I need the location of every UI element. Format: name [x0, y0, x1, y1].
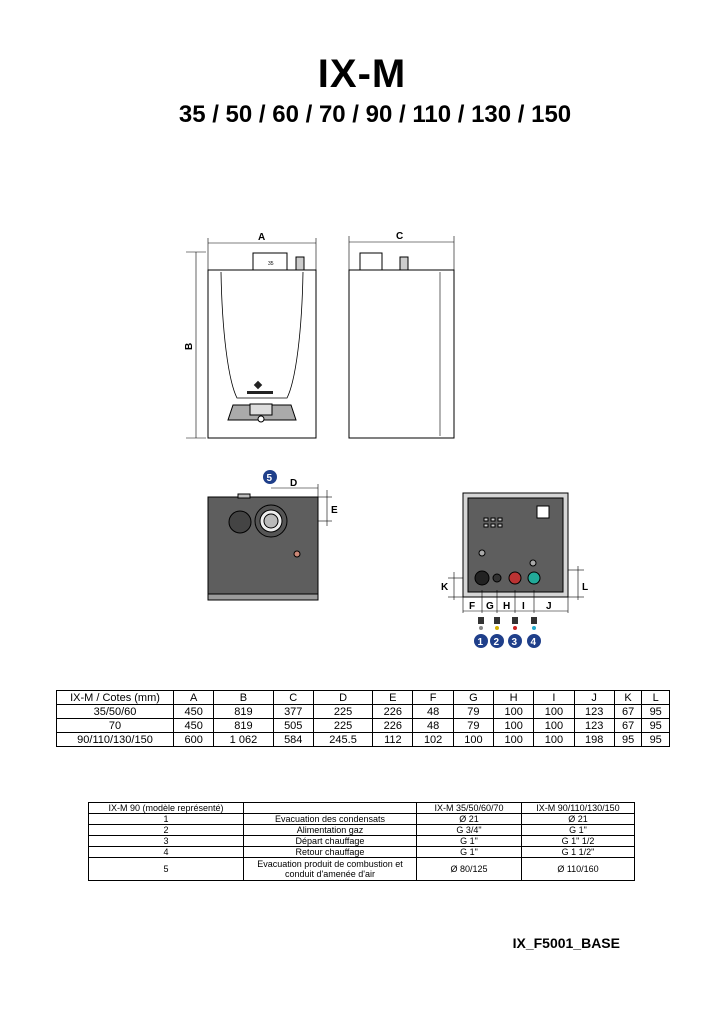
table-cell: Ø 21 [417, 814, 522, 825]
table-header-cell: H [494, 691, 534, 705]
table-cell: 48 [413, 719, 453, 733]
table-header-cell: B [214, 691, 273, 705]
table-cell: 95 [642, 719, 670, 733]
table-cell: 79 [453, 705, 493, 719]
dim-label-d: D [290, 478, 298, 489]
table-cell: Départ chauffage [244, 836, 417, 847]
table-cell: 450 [174, 719, 214, 733]
side-view [349, 253, 454, 438]
table-cell: 1 [89, 814, 244, 825]
callout-4 [527, 634, 541, 648]
connection-markers [478, 617, 537, 630]
table-cell: Ø 21 [522, 814, 635, 825]
table-cell: 4 [89, 847, 244, 858]
svg-text:5: 5 [266, 473, 273, 484]
dim-label-f: F [469, 601, 476, 612]
table-row [89, 825, 635, 836]
dim-label-c: C [396, 231, 404, 242]
table-header-cell: IX-M / Cotes (mm) [57, 691, 174, 705]
table-cell: 123 [574, 719, 614, 733]
table-header-cell: J [574, 691, 614, 705]
table-cell: 584 [273, 733, 313, 747]
connections-table [88, 802, 635, 881]
svg-text:2: 2 [493, 637, 500, 648]
dim-label-e: E [331, 505, 338, 516]
table-cell: 100 [534, 733, 574, 747]
table-cell: 225 [313, 705, 372, 719]
table-header-cell: E [373, 691, 413, 705]
table-cell: 95 [642, 705, 670, 719]
table-header-cell: G [453, 691, 493, 705]
dim-label-a: A [258, 232, 266, 243]
top-view [208, 494, 318, 600]
table-row [57, 733, 670, 747]
dim-label-h: H [503, 601, 511, 612]
table-cell: 67 [614, 719, 642, 733]
table-cell: 67 [614, 705, 642, 719]
table-cell: 95 [642, 733, 670, 747]
table-cell: 48 [413, 705, 453, 719]
front-view [208, 253, 316, 438]
table-row [89, 858, 635, 881]
table-cell: G 1" [417, 847, 522, 858]
table-row [57, 719, 670, 733]
table-cell: 100 [494, 719, 534, 733]
table-cell: 505 [273, 719, 313, 733]
table-cell: 600 [174, 733, 214, 747]
callout-2 [490, 634, 504, 648]
table-cell: 112 [373, 733, 413, 747]
callout-3 [508, 634, 522, 648]
dim-label-j: J [546, 601, 552, 612]
table-cell: 95 [614, 733, 642, 747]
svg-text:3: 3 [511, 637, 518, 648]
table-cell: 450 [174, 705, 214, 719]
document-reference: IX_F5001_BASE [512, 935, 620, 951]
table-header-cell: A [174, 691, 214, 705]
table-cell: 90/110/130/150 [57, 733, 174, 747]
table-cell: 100 [534, 705, 574, 719]
table-header-cell: C [273, 691, 313, 705]
table-cell: Ø 80/125 [417, 858, 522, 881]
table-header-cell: IX-M 90 (modèle représenté) [89, 803, 244, 814]
dim-label-i: I [522, 601, 525, 612]
table-cell: G 1 1/2" [522, 847, 635, 858]
table-cell: 79 [453, 719, 493, 733]
table-row [89, 847, 635, 858]
table-header-row [57, 691, 670, 705]
table-header-cell: K [614, 691, 642, 705]
table-cell: 225 [313, 719, 372, 733]
table-cell: 100 [453, 733, 493, 747]
callout-1 [474, 634, 488, 648]
table-cell: 100 [494, 705, 534, 719]
table-cell: 5 [89, 858, 244, 881]
table-cell: 100 [494, 733, 534, 747]
table-cell: 226 [373, 705, 413, 719]
table-cell: G 3/4" [417, 825, 522, 836]
table-header-row [89, 803, 635, 814]
table-cell: 100 [534, 719, 574, 733]
bottom-view [463, 493, 568, 597]
table-row [89, 836, 635, 847]
table-row [57, 705, 670, 719]
table-header-cell: D [313, 691, 372, 705]
table-cell: 226 [373, 719, 413, 733]
document-title: IX-M [317, 52, 407, 96]
table-cell: 377 [273, 705, 313, 719]
table-header-cell: IX-M 35/50/60/70 [417, 803, 522, 814]
table-header-cell: IX-M 90/110/130/150 [522, 803, 635, 814]
table-cell: 123 [574, 705, 614, 719]
table-header-cell: F [413, 691, 453, 705]
dim-label-l: L [582, 582, 589, 593]
table-cell: Alimentation gaz [244, 825, 417, 836]
table-cell: 70 [57, 719, 174, 733]
table-cell: G 1" 1/2 [522, 836, 635, 847]
table-cell: G 1" [417, 836, 522, 847]
table-cell: 198 [574, 733, 614, 747]
svg-text:4: 4 [530, 637, 537, 648]
table-cell: 2 [89, 825, 244, 836]
dim-label-g: G [486, 601, 494, 612]
table-cell: 3 [89, 836, 244, 847]
dim-label-k: K [441, 582, 449, 593]
dimensions-table [56, 690, 670, 747]
table-cell: 35/50/60 [57, 705, 174, 719]
table-cell: 819 [214, 719, 273, 733]
table-cell: Ø 110/160 [522, 858, 635, 881]
svg-text:1: 1 [477, 637, 484, 648]
table-cell: Evacuation des condensats [244, 814, 417, 825]
table-header-cell: I [534, 691, 574, 705]
callout-5 [263, 470, 277, 484]
svg-text:35: 35 [268, 261, 274, 267]
table-cell: 819 [214, 705, 273, 719]
table-row [89, 814, 635, 825]
table-cell: G 1" [522, 825, 635, 836]
table-cell: Retour chauffage [244, 847, 417, 858]
table-cell: 102 [413, 733, 453, 747]
table-cell: 245.5 [313, 733, 372, 747]
model-range-subtitle: 35 / 50 / 60 / 70 / 90 / 110 / 130 / 150 [178, 101, 572, 128]
table-header-cell: L [642, 691, 670, 705]
table-header-cell [244, 803, 417, 814]
table-cell: Evacuation produit de combustion et conduit d'amenée d'air [244, 858, 417, 881]
dim-label-b: B [184, 342, 195, 350]
table-cell: 1 062 [214, 733, 273, 747]
